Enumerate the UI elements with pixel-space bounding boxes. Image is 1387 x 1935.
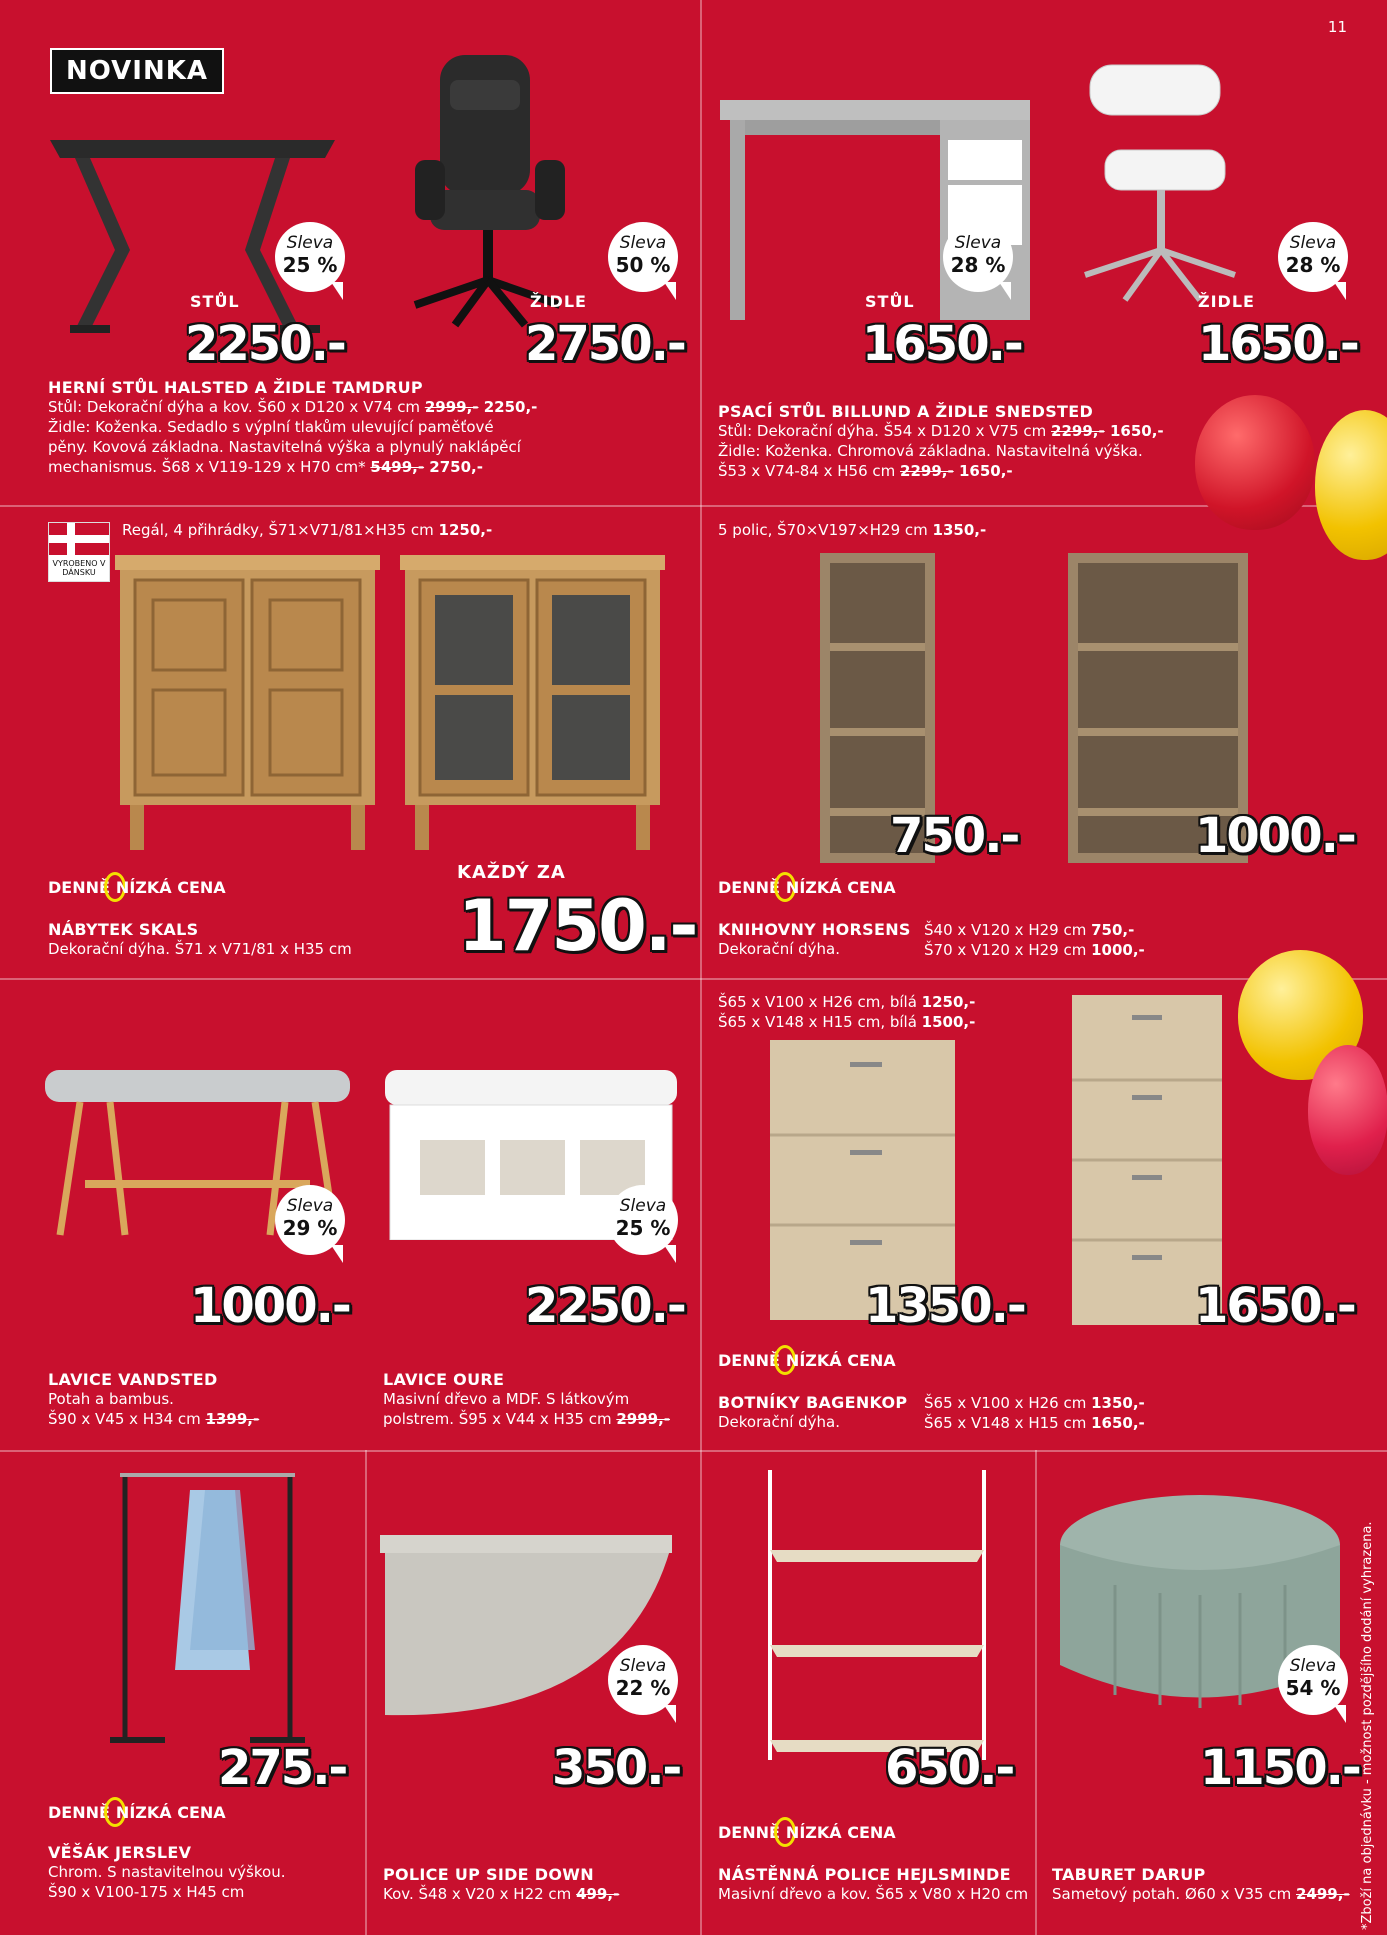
discount-badge-tamdrup-chair: Sleva 50 % (608, 222, 678, 292)
price-halsted-table: 2250.- (185, 316, 345, 372)
horsens-desc: Dekorační dýha. (718, 940, 841, 958)
billund-line2: Židle: Koženka. Chromová základna. Nastavitelná výška. (718, 442, 1143, 460)
denne-nizka-cena-logo-skals: DENNĚ NÍZKÁ CENA (48, 872, 226, 902)
halsted-line1: Stůl: Dekorační dýha a kov. Š60 x D120 x V74 cm 2999,- 2250,- (48, 398, 538, 416)
updown-title: POLICE UP SIDE DOWN (383, 1865, 594, 1884)
price-oure: 2250.- (525, 1278, 685, 1334)
skals-glass-cabinet-image (400, 555, 665, 855)
billund-info (718, 402, 1218, 481)
novinka-badge: NOVINKA (50, 48, 224, 94)
horsens-spec2: Š70 x V120 x H29 cm 1000,- (924, 941, 1145, 959)
billund-line3: Š53 x V74-84 x H56 cm 2299,- 1650,- (718, 462, 1013, 480)
label-chair-tamdrup: ŽIDLE (530, 292, 587, 311)
price-darup: 1150.- (1200, 1740, 1360, 1796)
bagenkop-spec1: Š65 x V100 x H26 cm 1350,- (924, 1394, 1145, 1412)
balloon-red (1195, 395, 1315, 530)
skals-top-text: Regál, 4 přihrádky, Š71×V71/81×H35 cm 1250,- (122, 521, 493, 539)
hejlsminde-title: NÁSTĚNNÁ POLICE HEJLSMINDE (718, 1865, 1011, 1884)
horsens-specs (924, 920, 1184, 960)
denne-nizka-cena-logo-horsens: DENNĚ NÍZKÁ CENA (718, 872, 896, 902)
oure-desc2: polstrem. Š95 x V44 x H35 cm 2999,- (383, 1410, 670, 1428)
price-horsens-large: 1000.- (1195, 808, 1355, 864)
balloon-pink (1308, 1045, 1387, 1175)
divider-row2 (0, 978, 1387, 980)
jerslev-desc2: Š90 x V100-175 x H45 cm (48, 1883, 245, 1901)
skals-info (48, 920, 428, 959)
halsted-line2: Židle: Koženka. Sedadlo s výplní tlakům ulevující paměťové (48, 418, 494, 436)
darup-desc1: Sametový potah. Ø60 x V35 cm 2499,- (1052, 1885, 1350, 1903)
horsens-spec1: Š40 x V120 x H29 cm 750,- (924, 921, 1135, 939)
price-vandsted: 1000.- (190, 1278, 350, 1334)
skals-cabinet-image (115, 555, 380, 855)
jerslev-desc1: Chrom. S nastavitelnou výškou. (48, 1863, 286, 1881)
bagenkop-specs (924, 1393, 1184, 1433)
label-chair-snedsted: ŽIDLE (1198, 292, 1255, 311)
divider-row1 (0, 505, 1387, 507)
halsted-info (48, 378, 668, 477)
vandsted-desc2: Š90 x V45 x H34 cm 1399,- (48, 1410, 260, 1428)
halsted-line3: pěny. Kovová základna. Nastavitelná výška a plynulý naklápěcí (48, 438, 521, 456)
price-billund-table: 1650.- (862, 316, 1022, 372)
hejlsminde-desc1: Masivní dřevo a kov. Š65 x V80 x H20 cm (718, 1885, 1029, 1903)
discount-badge-darup: Sleva 54 % (1278, 1645, 1348, 1715)
price-horsens-small: 750.- (890, 808, 1019, 864)
oure-info (383, 1370, 693, 1429)
divider-row3 (0, 1450, 1387, 1452)
denne-nizka-cena-logo-jerslev: DENNĚ NÍZKÁ CENA (48, 1797, 226, 1827)
divider-vertical-main (700, 0, 702, 1935)
discount-badge-oure: Sleva 25 % (608, 1185, 678, 1255)
price-snedsted-chair: 1650.- (1198, 316, 1358, 372)
updown-desc1: Kov. Š48 x V20 x H22 cm 499,- (383, 1885, 620, 1903)
skals-title: NÁBYTEK SKALS (48, 920, 199, 939)
balloon-yellow (1315, 410, 1387, 560)
vandsted-desc1: Potah a bambus. (48, 1390, 174, 1408)
discount-badge-vandsted: Sleva 29 % (275, 1185, 345, 1255)
price-updown: 350.- (552, 1740, 681, 1796)
bagenkop-desc: Dekorační dýha. (718, 1413, 841, 1431)
shoe-cabinet-tall-image (1072, 995, 1222, 1325)
halsted-line4: mechanismus. Š68 x V119-129 x H70 cm* 5499,- 2750,- (48, 458, 483, 476)
price-hejlsminde: 650.- (885, 1740, 1014, 1796)
divider-bottom-left (365, 1450, 367, 1935)
skals-desc: Dekorační dýha. Š71 x V71/81 x H35 cm (48, 940, 352, 958)
darup-info (1052, 1865, 1352, 1904)
label-table-billund: STŮL (865, 292, 915, 311)
label-table-halsted: STŮL (190, 292, 240, 311)
clothes-rack-jerslev-image (110, 1470, 310, 1760)
price-bagenkop-large: 1650.- (1195, 1278, 1355, 1334)
billund-line1: Stůl: Dekorační dýha. Š54 x D120 x V75 cm 2299,- 1650,- (718, 422, 1164, 440)
page-number: 11 (1327, 18, 1347, 36)
oure-title: LAVICE OURE (383, 1370, 505, 1389)
bagenkop-title: BOTNÍKY BAGENKOP (718, 1393, 908, 1412)
discount-badge-updown: Sleva 22 % (608, 1645, 678, 1715)
made-in-denmark-flag: VYROBENO V DÁNSKU (48, 522, 110, 582)
delivery-note-vertical: *Zboží na objednávku - možnost pozdějšího dodání vyhrazena. (1360, 1521, 1375, 1930)
vandsted-title: LAVICE VANDSTED (48, 1370, 218, 1389)
denne-nizka-cena-logo-bagenkop: DENNĚ NÍZKÁ CENA (718, 1345, 896, 1375)
price-jerslev: 275.- (218, 1740, 347, 1796)
discount-badge-halsted-table: Sleva 25 % (275, 222, 345, 292)
chair-snedsted-image (1075, 60, 1245, 320)
halsted-title: HERNÍ STŮL HALSTED A ŽIDLE TAMDRUP (48, 378, 423, 397)
wall-shelf-hejlsminde-image (762, 1470, 992, 1770)
price-bagenkop-small: 1350.- (865, 1278, 1025, 1334)
skals-each-label: KAŽDÝ ZA (457, 862, 566, 883)
jerslev-title: VĚŠÁK JERSLEV (48, 1843, 192, 1862)
horsens-title: KNIHOVNY HORSENS (718, 920, 911, 939)
billund-title: PSACÍ STŮL BILLUND A ŽIDLE SNEDSTED (718, 402, 1094, 421)
oure-desc1: Masivní dřevo a MDF. S látkovým (383, 1390, 630, 1408)
updown-info (383, 1865, 693, 1904)
bagenkop-spec2: Š65 x V148 x H15 cm 1650,- (924, 1414, 1145, 1432)
discount-badge-snedsted-chair: Sleva 28 % (1278, 222, 1348, 292)
denne-nizka-cena-logo-hejlsminde: DENNĚ NÍZKÁ CENA (718, 1817, 896, 1847)
desk-billund-image (720, 95, 1040, 325)
bagenkop-info (718, 1393, 918, 1432)
horsens-top-text: 5 polic, Š70×V197×H29 cm 1350,- (718, 521, 987, 539)
vandsted-info (48, 1370, 348, 1429)
price-tamdrup-chair: 2750.- (525, 316, 685, 372)
price-skals: 1750.- (458, 885, 697, 967)
divider-bottom-right (1035, 1450, 1037, 1935)
bagenkop-top-text: Š65 x V100 x H26 cm, bílá 1250,- Š65 x V148 x H15 cm, bílá 1500,- (718, 993, 976, 1031)
jerslev-info (48, 1843, 348, 1902)
darup-title: TABURET DARUP (1052, 1865, 1206, 1884)
hejlsminde-info (718, 1865, 1048, 1904)
horsens-info (718, 920, 918, 959)
discount-badge-billund-table: Sleva 28 % (943, 222, 1013, 292)
